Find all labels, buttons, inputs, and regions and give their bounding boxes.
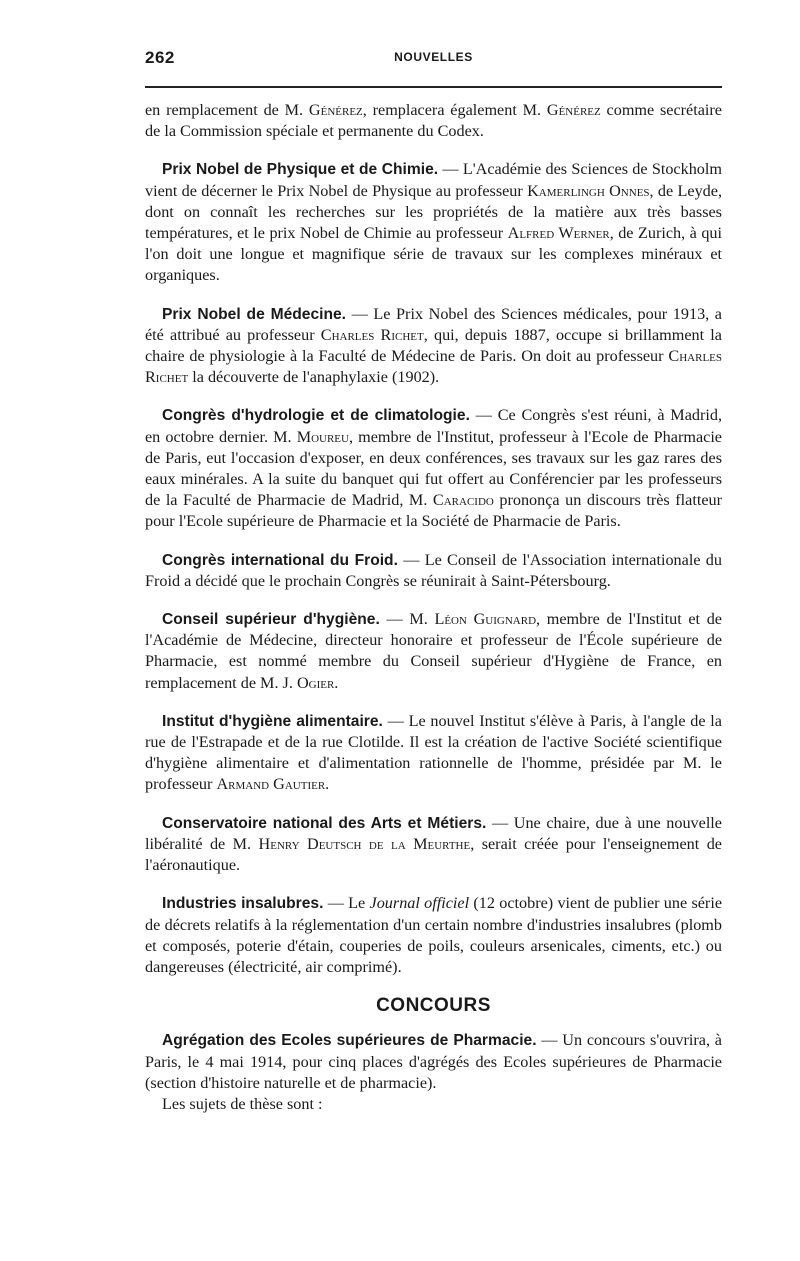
article-body <box>145 100 722 1115</box>
paragraph-conseil-hygiene: Conseil supérieur d'hygiène. — M. Léon Guignard, membre de l'Institut et de l'Académie de Médecine, directeur honoraire et professeur de l'École supérieure de Pharmacie, est nommé membre du Conseil supérieur d'Hygiène de France, en remplacement de M. J. Ogier. <box>145 610 722 692</box>
person-name: Moureu <box>296 427 349 446</box>
paragraph-title: Congrès d'hydrologie et de climatologie. <box>162 407 470 425</box>
section-title-concours: CONCOURS <box>376 995 491 1017</box>
paragraph-nobel-medecine: Prix Nobel de Médecine. — Le Prix Nobel des Sciences médicales, pour 1913, a été attribué au professeur Charles Richet, qui, depuis 1887, occupe si brillamment la chaire de physiologie à la Faculté de Médecine de Paris. On doit au professeur Charles Richet la découverte de l'anaphylaxie (1902). <box>145 304 722 387</box>
paragraph-title: Agrégation des Ecoles supérieures de Pharmacie. <box>162 1032 537 1050</box>
page-header <box>145 48 722 72</box>
paragraph-conservatoire: Conservatoire national des Arts et Métiers. — Une chaire, due à une nouvelle libéralité de M. Henry Deutsch de la Meurthe, serait créée pour l'enseignement de l'aéronautique. <box>145 813 722 875</box>
paragraph-title: Industries insalubres. <box>162 895 324 913</box>
person-name: Générez <box>546 101 601 119</box>
paragraph-congres-hydrologie: Congrès d'hydrologie et de climatologie. — Ce Congrès s'est réuni, à Madrid, en octobre dernier. M. Moureu, membre de l'Institut, professeur à l'Ecole de Pharmacie de Paris, eut l'occasion d'exposer, en deux conférences, ses travaux sur les gaz rares des eaux minérales. A la suite du banquet qui fut offert au Conférencier par les professeurs de la Faculté de Pharmacie de Madrid, M. Caracido prononça un discours très flatteur pour l'Ecole supérieure de Pharmacie et la Société de Pharmacie de Paris. <box>145 406 723 531</box>
paragraph-codex: en remplacement de M. Générez, remplacera également M. Générez comme secrétaire de la Commission spéciale et permanente du Codex. <box>145 101 722 141</box>
journal-title: Journal officiel <box>369 894 470 913</box>
paragraph-title: Conseil supérieur d'hygiène. <box>162 611 380 629</box>
person-name: Armand Gautier <box>216 775 326 794</box>
paragraph-agregation: Agrégation des Ecoles supérieures de Pharmacie. — Un concours s'ouvrira, à Paris, le 4 mai 1914, pour cinq places d'agrégés des Ecoles supérieures de Pharmacie (section d'histoire naturelle et de pharmacie). <box>145 1031 722 1092</box>
page-number: 262 <box>145 48 175 67</box>
paragraph-sujets-these: Les sujets de thèse sont : <box>162 1094 323 1113</box>
paragraph-title: Congrès international du Froid. <box>162 551 398 569</box>
header-rule <box>145 86 722 88</box>
person-name: Ogier <box>296 673 335 692</box>
person-name: Alfred Werner <box>507 224 610 243</box>
person-name: Caracido <box>432 491 494 510</box>
paragraph-industries-insalubres: Industries insalubres. — Le Journal officiel (12 octobre) vient de publier une série de décrets relatifs à la réglementation d'un certain nombre d'industries insalubres (plomb et composés, poterie d'étain, couperies de poils, couleurs arsenicales, ciments, etc.) ou dangereuses (électricité, air comprimé). <box>145 894 723 976</box>
person-name: Générez <box>308 101 363 119</box>
paragraph-title: Conservatoire national des Arts et Métiers. <box>162 814 487 832</box>
person-name: Charles Richet <box>145 347 722 387</box>
paragraph-congres-froid: Congrès international du Froid. — Le Conseil de l'Association internationale du Froid a décidé que le prochain Congrès se réunirait à Saint-Pétersbourg. <box>145 550 722 590</box>
paragraph-title: Prix Nobel de Médecine. <box>162 305 347 323</box>
paragraph-title: Institut d'hygiène alimentaire. <box>162 712 383 730</box>
paragraph-title: Prix Nobel de Physique et de Chimie. <box>162 161 439 179</box>
paragraph-nobel-physique-chimie: Prix Nobel de Physique et de Chimie. — L'Académie des Sciences de Stockholm vient de décerner le Prix Nobel de Physique au professeur Kamerlingh Onnes, de Leyde, dont on connaît les recherches sur les propriétés de la matière aux très basses températures, et le prix Nobel de Chimie au professeur Alfred Werner, de Zurich, à qui l'on doit une longue et magnifique série de travaux sur les complexes minéraux et organiques. <box>145 160 723 285</box>
person-name: Henry Deutsch de la Meurthe <box>258 834 471 853</box>
person-name: Charles Richet <box>320 325 424 344</box>
person-name: Kamerlingh Onnes <box>527 181 650 200</box>
person-name: Léon Guignard <box>434 610 537 629</box>
paragraph-institut-hygiene: Institut d'hygiène alimentaire. — Le nouvel Institut s'élève à Paris, à l'angle de la rue de l'Estrapade et de la rue Clotilde. Il est la création de l'active Société scientifique d'hygiène alimentaire et d'alimentation rationnelle de l'homme, présidée par M. le professeur Armand Gautier. <box>145 711 722 794</box>
running-head: NOUVELLES <box>394 50 473 64</box>
